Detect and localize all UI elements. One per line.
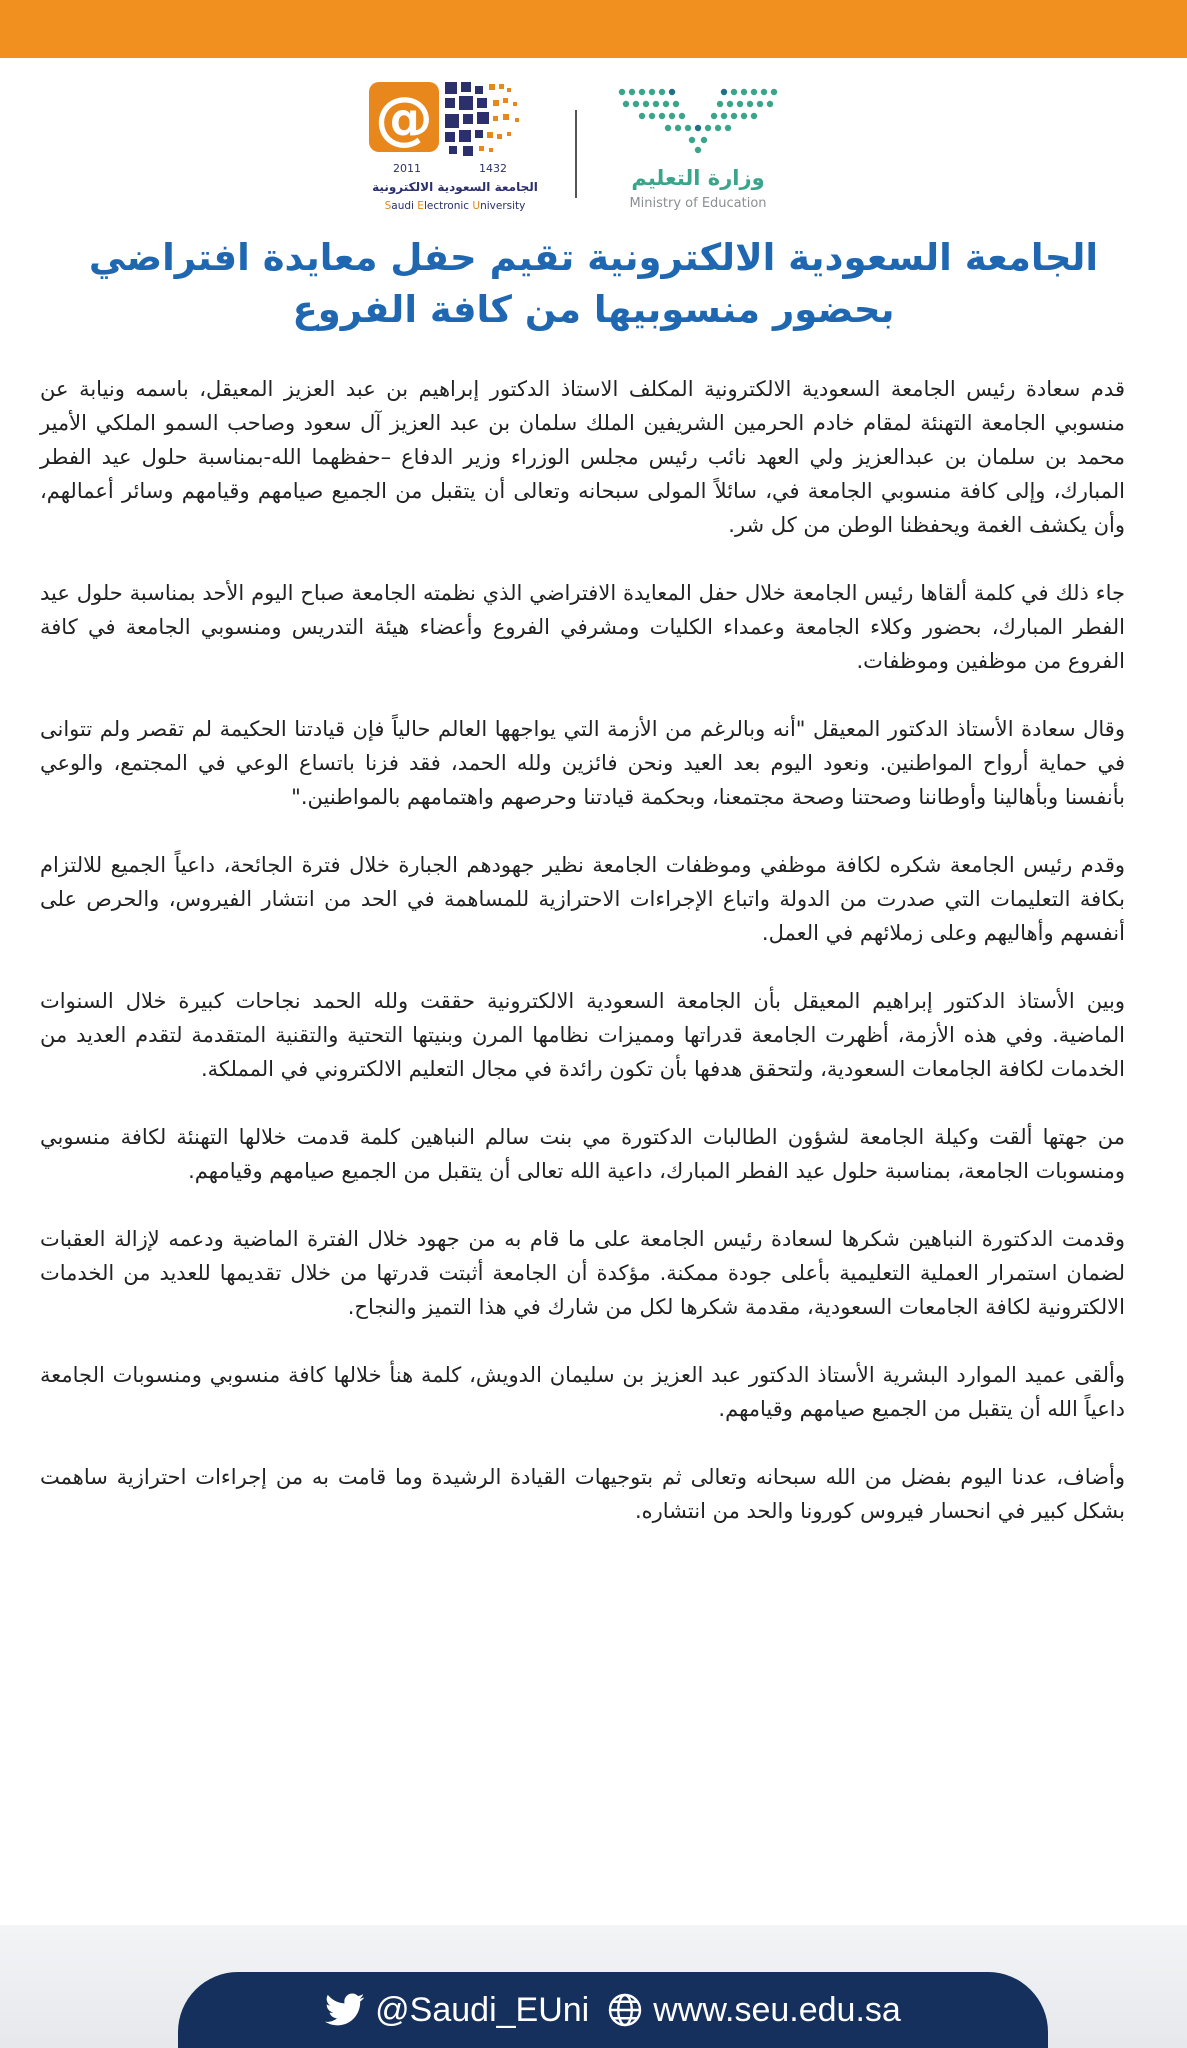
article-paragraph: وقال سعادة الأستاذ الدكتور المعيقل "أنه وبالرغم من الأزمة التي يواجهها العالم حالياً فإن قيادتنا الحكيمة لم تقصر ولم تتوانى في حماية أرواح المواطنين. ونعود اليوم بعد العيد ونحن فائزين ولله الحمد، فقد فزنا باتساع الوعي في المجتمع، والوعي بأنفسنا وبأهالينا وأوطاننا وصحتنا وصحة مجتمعنا، وبحكمة قيادتنا وحرصهم واهتمامهم بالمواطنين." [40, 717, 1125, 809]
globe-icon [607, 1992, 643, 2028]
logo-strip [0, 78, 1187, 218]
article-paragraph: جاء ذلك في كلمة ألقاها رئيس الجامعة خلال حفل المعايدة الافتراضي الذي نظمته الجامعة صباح اليوم الأحد بمناسبة حلول عيد الفطر المبارك، بحضور وكلاء الجامعة وعمداء الكليات ومشرفي الفروع وأعضاء هيئة التدريس ومنسوبي الجامعة في كافة الفروع من موظفين وموظفات. [40, 581, 1125, 673]
top-accent-bar [0, 0, 1187, 58]
twitter-icon [325, 1993, 365, 2027]
moe-logo [612, 84, 792, 214]
article-body [40, 372, 1125, 1562]
seu-logo [365, 78, 545, 218]
footer-bar [178, 1972, 1048, 2048]
seu-name-en: Saudi Electronic University [384, 200, 526, 212]
logo-divider [575, 110, 577, 198]
moe-name-en: Ministry of Education [629, 196, 767, 211]
moe-name-ar: وزارة التعليم [631, 166, 765, 190]
seu-name-ar: الجامعة السعودية الالكترونية [372, 180, 538, 194]
article-paragraph: وأضاف، عدنا اليوم بفضل من الله سبحانه وتعالى ثم بتوجيهات القيادة الرشيدة وما قامت به من إجراءات احترازية ساهمت بشكل كبير في انحسار فيروس كورونا والحد من انتشاره. [40, 1465, 1125, 1523]
article-headline: الجامعة السعودية الالكترونية تقيم حفل معايدة افتراضي بحضور منسوبيها من كافة الفروع [88, 236, 1099, 331]
moe-emblem-icon [612, 84, 784, 156]
article-paragraph: وقدم رئيس الجامعة شكره لكافة موظفي وموظفات الجامعة نظير جهودهم الجبارة خلال فترة الجائحة، داعياً الجميع للالتزام بكافة التعليمات التي صدرت من الدولة واتباع الإجراءات الاحترازية للمساهمة في الحد من انتشار الفيروس، والحرص على أنفسهم وأهاليهم وعلى زملائهم في العمل. [40, 853, 1125, 945]
seu-emblem-icon [365, 78, 545, 178]
website-link[interactable]: www.seu.edu.sa [653, 1990, 901, 2029]
article-paragraph: قدم سعادة رئيس الجامعة السعودية الالكترونية المكلف الاستاذ الدكتور إبراهيم بن عبد العزيز المعيقل، باسمه ونيابة عن منسوبي الجامعة التهنئة لمقام خادم الحرمين الشريفين الملك سلمان بن عبد العزيز آل سعود وصاحب السمو الملكي الأمير محمد بن سلمان بن عبدالعزيز ولي العهد نائب رئيس مجلس الوزراء وزير الدفاع –حفظهما الله-بمناسبة حلول عيد الفطر المبارك، وإلى كافة منسوبي الجامعة في، سائلاً المولى سبحانه وتعالى أن يتقبل من الجميع صيامهم وقيامهم وسائر أعمالهم، وأن يكشف الغمة ويحفظنا الوطن من كل شر. [40, 377, 1125, 537]
seu-year-right: 1432 [479, 162, 507, 175]
article-paragraph: وقدمت الدكتورة النباهين شكرها لسعادة رئيس الجامعة على ما قام به من جهود خلال الفترة الماضية ودعمه لإزالة العقبات لضمان استمرار العملية التعليمية بأعلى جودة ممكنة. مؤكدة أن الجامعة أثبتت قدرتها من خلال تقديمها للعديد من الخدمات الالكترونية لكافة الجامعات السعودية، مقدمة شكرها لكل من شارك في هذا التميز والنجاح. [40, 1227, 1125, 1319]
article-paragraph: وألقى عميد الموارد البشرية الأستاذ الدكتور عبد العزيز بن سليمان الدويش، كلمة هنأ خلالها كافة منسوبي ومنسوبات الجامعة داعياً الله أن يتقبل من الجميع صيامهم وقيامهم. [40, 1363, 1125, 1421]
article-paragraph: وبين الأستاذ الدكتور إبراهيم المعيقل بأن الجامعة السعودية الالكترونية حققت ولله الحمد نجاحات كبيرة خلال السنوات الماضية. وفي هذه الأزمة، أظهرت الجامعة قدراتها ومميزات نظامها المرن وبنيتها التحتية والتقنية المتقدمة لتقدم العديد من الخدمات لكافة الجامعات السعودية، ولتحقق هدفها بأن تكون رائدة في مجال التعليم الالكتروني في المملكة. [40, 989, 1125, 1081]
svg-text:@: @ [375, 84, 433, 152]
twitter-handle[interactable]: @Saudi_EUni [375, 1990, 590, 2029]
article-paragraph: من جهتها ألقت وكيلة الجامعة لشؤون الطالبات الدكتورة مي بنت سالم النباهين كلمة قدمت خلالها التهنئة لكافة منسوبي ومنسوبات الجامعة، بمناسبة حلول عيد الفطر المبارك، داعية الله تعالى أن يتقبل من الجميع صيامهم وقيامهم. [40, 1125, 1125, 1183]
seu-year-left: 2011 [393, 162, 421, 175]
